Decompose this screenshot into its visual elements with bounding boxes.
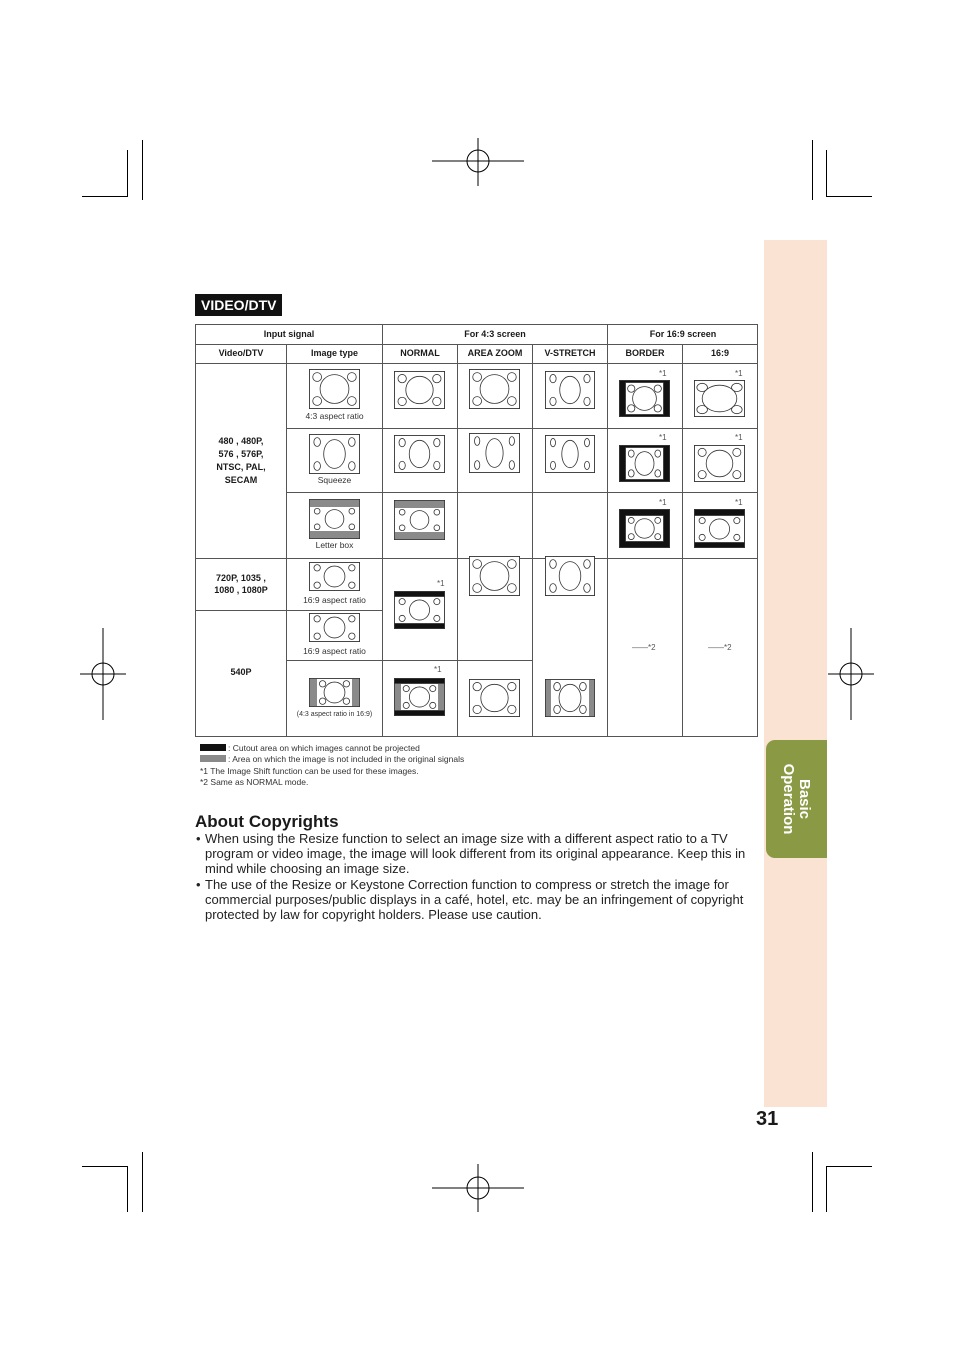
screen-icon-v-stretch-43: [545, 371, 595, 409]
header-input-signal: Input signal: [263, 329, 315, 339]
screen-icon-squeeze-source: [309, 434, 360, 474]
section-tab-label-line1: Basic: [796, 778, 813, 820]
copyrights-title: About Copyrights: [195, 812, 339, 831]
section-tab-basic-operation: [766, 740, 827, 858]
dash: ——: [708, 643, 724, 652]
note1-mark: *1: [437, 579, 445, 588]
note1-mark: *1: [434, 665, 442, 674]
sidebar-strip: [764, 240, 827, 1107]
image-type-label-squeeze: Squeeze: [317, 475, 352, 485]
note2-mark: *2: [724, 643, 732, 652]
footnote-1: *1 The Image Shift function can be used for these images.: [200, 766, 419, 776]
header-area-zoom: AREA ZOOM: [467, 348, 523, 358]
note1-mark: *1: [659, 498, 667, 507]
header-for-43-screen: For 4:3 screen: [464, 329, 526, 339]
note2-mark: *2: [648, 643, 656, 652]
screen-icon-normal-letterbox: [394, 500, 445, 540]
footnote-2: *2 Same as NORMAL mode.: [200, 777, 309, 787]
same-as-normal-border: [632, 643, 656, 652]
screen-icon-169-source-hd: [309, 562, 360, 591]
signal-group-540p: 540P: [230, 667, 252, 677]
same-as-normal-169: [708, 643, 732, 652]
note1-mark: *1: [659, 433, 667, 442]
copyright-paragraph-1: [196, 831, 756, 877]
header-video-dtv: Video/DTV: [218, 348, 264, 358]
screen-icon-169-source-540p: [309, 613, 360, 642]
screen-icon-169-squeeze: [694, 445, 745, 482]
legend-cutout: : Cutout area on which images cannot be projected: [228, 743, 420, 753]
screen-icon-area-zoom-43: [469, 369, 520, 409]
registration-target-right: [828, 628, 874, 720]
screen-icon-normal-540p: [394, 678, 445, 716]
dash: ——: [632, 643, 648, 652]
header-169: 16:9: [710, 348, 729, 358]
screen-icon-border-letterbox: [619, 509, 670, 548]
copyright-text-2: The use of the Resize or Keystone Correction function to compress or stretch the image for commercial purposes/public displays in a café, hotel, etc. may be an infringement of copyright protected by law for copyright holders. Please use caution.: [205, 877, 744, 923]
header-v-stretch: V-STRETCH: [544, 348, 596, 358]
screen-icon-normal-squeeze: [394, 435, 445, 473]
screen-icon-169-43: [694, 380, 745, 417]
signal-group-sd: 480 , 480P, 576 , 576P, NTSC, PAL, SECAM: [216, 436, 266, 485]
bullet: •: [196, 877, 201, 892]
note1-mark: *1: [735, 369, 743, 378]
screen-icon-border-43: [619, 380, 670, 417]
copyright-text-1: When using the Resize function to select an image size with a different aspect ratio to a TV program or video image, the image will look different from its original appearance. Keep this in mind while choosing an image size.: [205, 831, 746, 877]
section-tab-label-line2: Operation: [780, 763, 797, 835]
image-type-label-letterbox: Letter box: [315, 540, 354, 550]
legend-swatch-not-included: [200, 755, 226, 762]
screen-icon-area-zoom-squeeze: [469, 433, 520, 473]
header-border: BORDER: [625, 348, 665, 358]
section-heading: VIDEO/DTV: [195, 294, 282, 316]
screen-icon-43-in-169-source: [309, 678, 360, 707]
screen-icon-v-stretch-squeeze: [545, 435, 595, 473]
screen-icon-v-stretch-540p: [545, 679, 595, 717]
page-number: 31: [756, 1108, 779, 1130]
registration-target-top: [432, 138, 524, 186]
screen-icon-43-source: [309, 369, 360, 409]
copyright-paragraph-2: [196, 877, 756, 923]
screen-icon-border-squeeze: [619, 445, 670, 482]
screen-icon-area-zoom-hd: [469, 556, 520, 596]
screen-icon-v-stretch-hd: [545, 556, 595, 596]
image-type-label-169-hd: 16:9 aspect ratio: [303, 595, 366, 605]
screen-icon-normal-43: [394, 371, 445, 409]
header-normal: NORMAL: [400, 348, 440, 358]
header-for-169-screen: For 16:9 screen: [649, 329, 717, 339]
bullet: •: [196, 831, 201, 846]
registration-target-left: [80, 628, 126, 720]
screen-icon-169-letterbox: [694, 509, 745, 548]
screen-icon-letterbox-source: [309, 499, 360, 539]
signal-group-hd: 720P, 1035 , 1080 , 1080P: [214, 573, 268, 595]
image-type-label-169-540p: 16:9 aspect ratio: [303, 646, 366, 656]
image-type-label-43: 4:3 aspect ratio: [305, 411, 364, 421]
note1-mark: *1: [659, 369, 667, 378]
screen-icon-area-zoom-540p: [469, 679, 520, 717]
image-type-label-43-in-169: (4:3 aspect ratio in 16:9): [296, 711, 373, 718]
screen-icon-normal-hd: [394, 591, 445, 629]
legend-not-included: : Area on which the image is not included in the original signals: [228, 754, 465, 764]
legend-swatch-cutout: [200, 744, 226, 751]
note1-mark: *1: [735, 498, 743, 507]
section-tab-label: [780, 764, 812, 835]
registration-target-bottom: [432, 1164, 524, 1212]
note1-mark: *1: [735, 433, 743, 442]
header-image-type: Image type: [310, 348, 359, 358]
